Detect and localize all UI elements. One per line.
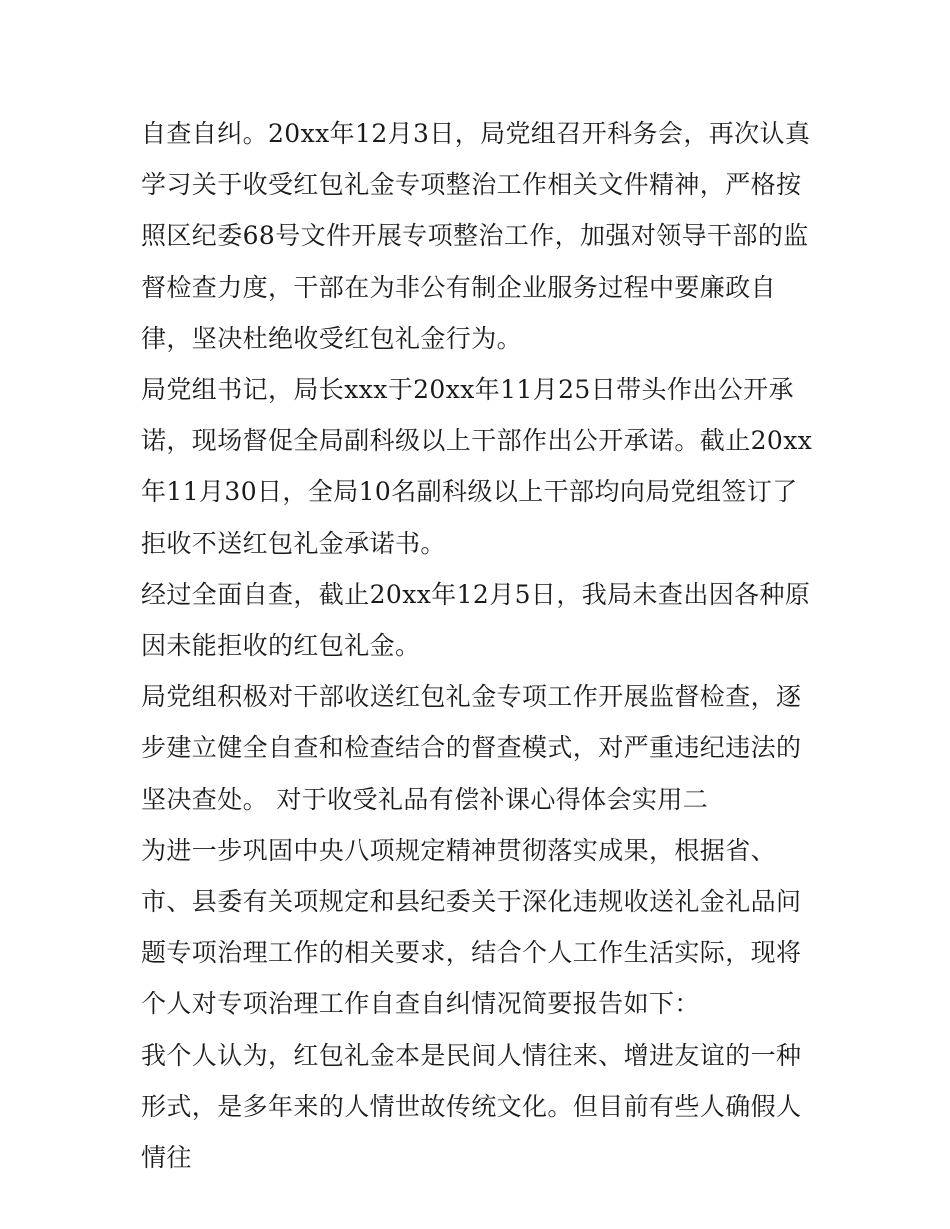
document-body	[141, 108, 813, 1183]
paragraph-personal-view: 我个人认为，红包礼金本是民间人情往来、增进友谊的一种形式，是多年来的人情世故传统文化。但目前有些人确假人情往	[141, 1040, 802, 1173]
paragraph-self-inspection: 自查自纠。20xx年12月3日，局党组召开科务会，再次认真学习关于收受红包礼金专项整治工作相关文件精神，严格按照区纪委68号文件开展专项整治工作，加强对领导干部的监督检查力度，干部在为非公有制企业服务过程中要廉政自律，坚决杜绝收受红包礼金行为。	[141, 119, 811, 353]
paragraph-report-intro: 为进一步巩固中央八项规定精神贯彻落实成果，根据省、市、县委有关项规定和县纪委关于深化违规收送礼金礼品问题专项治理工作的相关要求，结合个人工作生活实际，现将个人对专项治理工作自查自纠情况简要报告如下：	[141, 835, 802, 1019]
paragraph-supervision: 局党组积极对干部收送红包礼金专项工作开展监督检查，逐步建立健全自查和检查结合的督查模式，对严重违纪违法的坚决查处。 对于收受礼品有偿补课心得体会实用二	[141, 682, 802, 814]
paragraph-public-pledge: 局党组书记，局长xxx于20xx年11月25日带头作出公开承诺，现场督促全局副科级以上干部作出公开承诺。截止20xx年11月30日，全局10名副科级以上干部均向局党组签订了拒收不送红包礼金承诺书。	[141, 375, 813, 558]
paragraph-inspection-result: 经过全面自查，截止20xx年12月5日，我局未查出因各种原因未能拒收的红包礼金。	[141, 579, 811, 661]
